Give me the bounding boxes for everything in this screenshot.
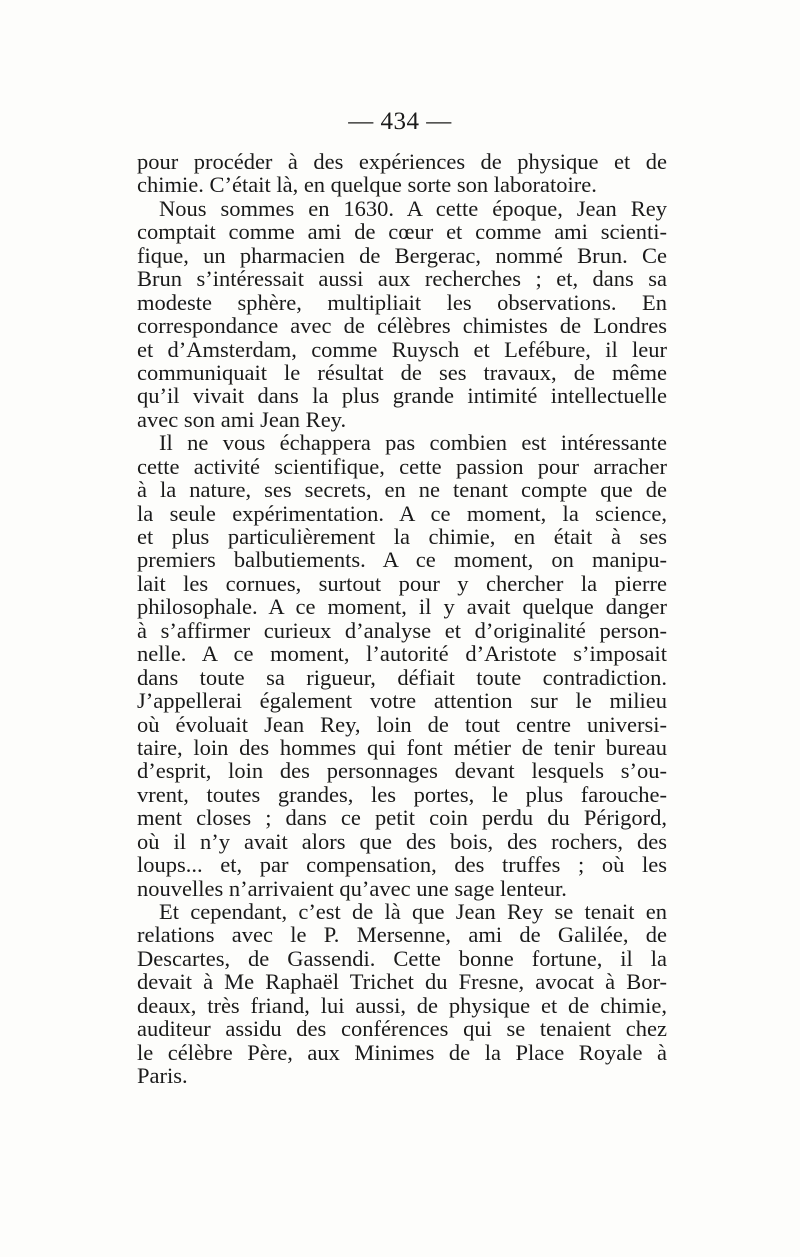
text-line: pour procéder à des expériences de physique et de — [137, 149, 667, 174]
body-text — [137, 150, 667, 1088]
text-line: auditeur assidu des conférences qui se tenaient chez — [137, 1016, 667, 1042]
text-line: Descartes, de Gassendi. Cette bonne fortune, il la — [137, 945, 667, 971]
text-line: Il ne vous échappera pas combien est intéressante — [159, 430, 667, 456]
text-line: philosophale. A ce moment, il y avait quelque danger — [137, 594, 667, 620]
text-line: le célèbre Père, aux Minimes de la Place Royale à — [137, 1039, 667, 1065]
text-line: taire, loin des hommes qui font métier de tenir bureau — [137, 734, 667, 760]
text-line: modeste sphère, multipliait les observations. En — [137, 289, 667, 315]
text-line: chimie. C’était là, en quelque sorte son laboratoire. — [137, 172, 597, 198]
text-line: Nous sommes en 1630. A cette époque, Jean Rey — [159, 195, 667, 221]
text-line: Et cependant, c’est de là que Jean Rey se tenait en — [159, 899, 667, 924]
text-line: relations avec le P. Mersenne, ami de Galilée, de — [137, 922, 667, 948]
text-line: correspondance avec de célèbres chimistes de Londres — [137, 313, 667, 339]
text-line: nelle. A ce moment, l’autorité d’Aristote s’imposait — [137, 641, 667, 667]
text-line: d’esprit, loin des personnages devant lesquels s’ou- — [137, 758, 667, 784]
page-number: — 434 — — [348, 108, 452, 135]
text-line: où évoluait Jean Rey, loin de tout centre universi- — [137, 711, 667, 737]
text-line: vrent, toutes grandes, les portes, le plus farouche- — [137, 781, 667, 807]
text-line: qu’il vivait dans la plus grande intimité intellectuelle — [137, 383, 667, 409]
text-line: avec son ami Jean Rey. — [137, 406, 347, 432]
text-line: lait les cornues, surtout pour y chercher la pierre — [137, 570, 667, 596]
text-line: devait à Me Raphaël Trichet du Fresne, avocat à Bor- — [137, 969, 667, 995]
text-line: où il n’y avait alors que des bois, des rochers, des — [137, 828, 667, 854]
text-line: cette activité scientifique, cette passion pour arracher — [137, 453, 667, 479]
text-line: à la nature, ses secrets, en ne tenant compte que de — [137, 477, 667, 503]
text-line: communiquait le résultat de ses travaux, de même — [137, 359, 667, 385]
text-line: la seule expérimentation. A ce moment, la science, — [137, 500, 667, 526]
text-line: fique, un pharmacien de Bergerac, nommé Brun. Ce — [137, 242, 667, 268]
text-line: J’appellerai également votre attention sur le milieu — [137, 688, 667, 714]
text-line: premiers balbutiements. A ce moment, on manipu- — [137, 547, 667, 573]
text-line: deaux, très friand, lui aussi, de physique et de chimie, — [137, 992, 667, 1018]
text-line: ment closes ; dans ce petit coin perdu du Périgord, — [137, 805, 667, 831]
text-line: à s’affirmer curieux d’analyse et d’originalité person- — [137, 617, 667, 643]
text-line: et plus particulièrement la chimie, en était à ses — [137, 524, 667, 549]
text-line: dans toute sa rigueur, défiait toute contradiction. — [137, 664, 667, 690]
text-line: Brun s’intéressait aussi aux recherches ; et, dans sa — [137, 266, 667, 292]
text-line: nouvelles n’arrivaient qu’avec une sage lenteur. — [137, 875, 567, 901]
text-line: comptait comme ami de cœur et comme ami scienti- — [137, 219, 667, 245]
text-line: et d’Amsterdam, comme Ruysch et Lefébure, il leur — [137, 336, 667, 362]
text-line: Paris. — [137, 1063, 188, 1089]
text-line: loups... et, par compensation, des truffes ; où les — [137, 852, 667, 878]
